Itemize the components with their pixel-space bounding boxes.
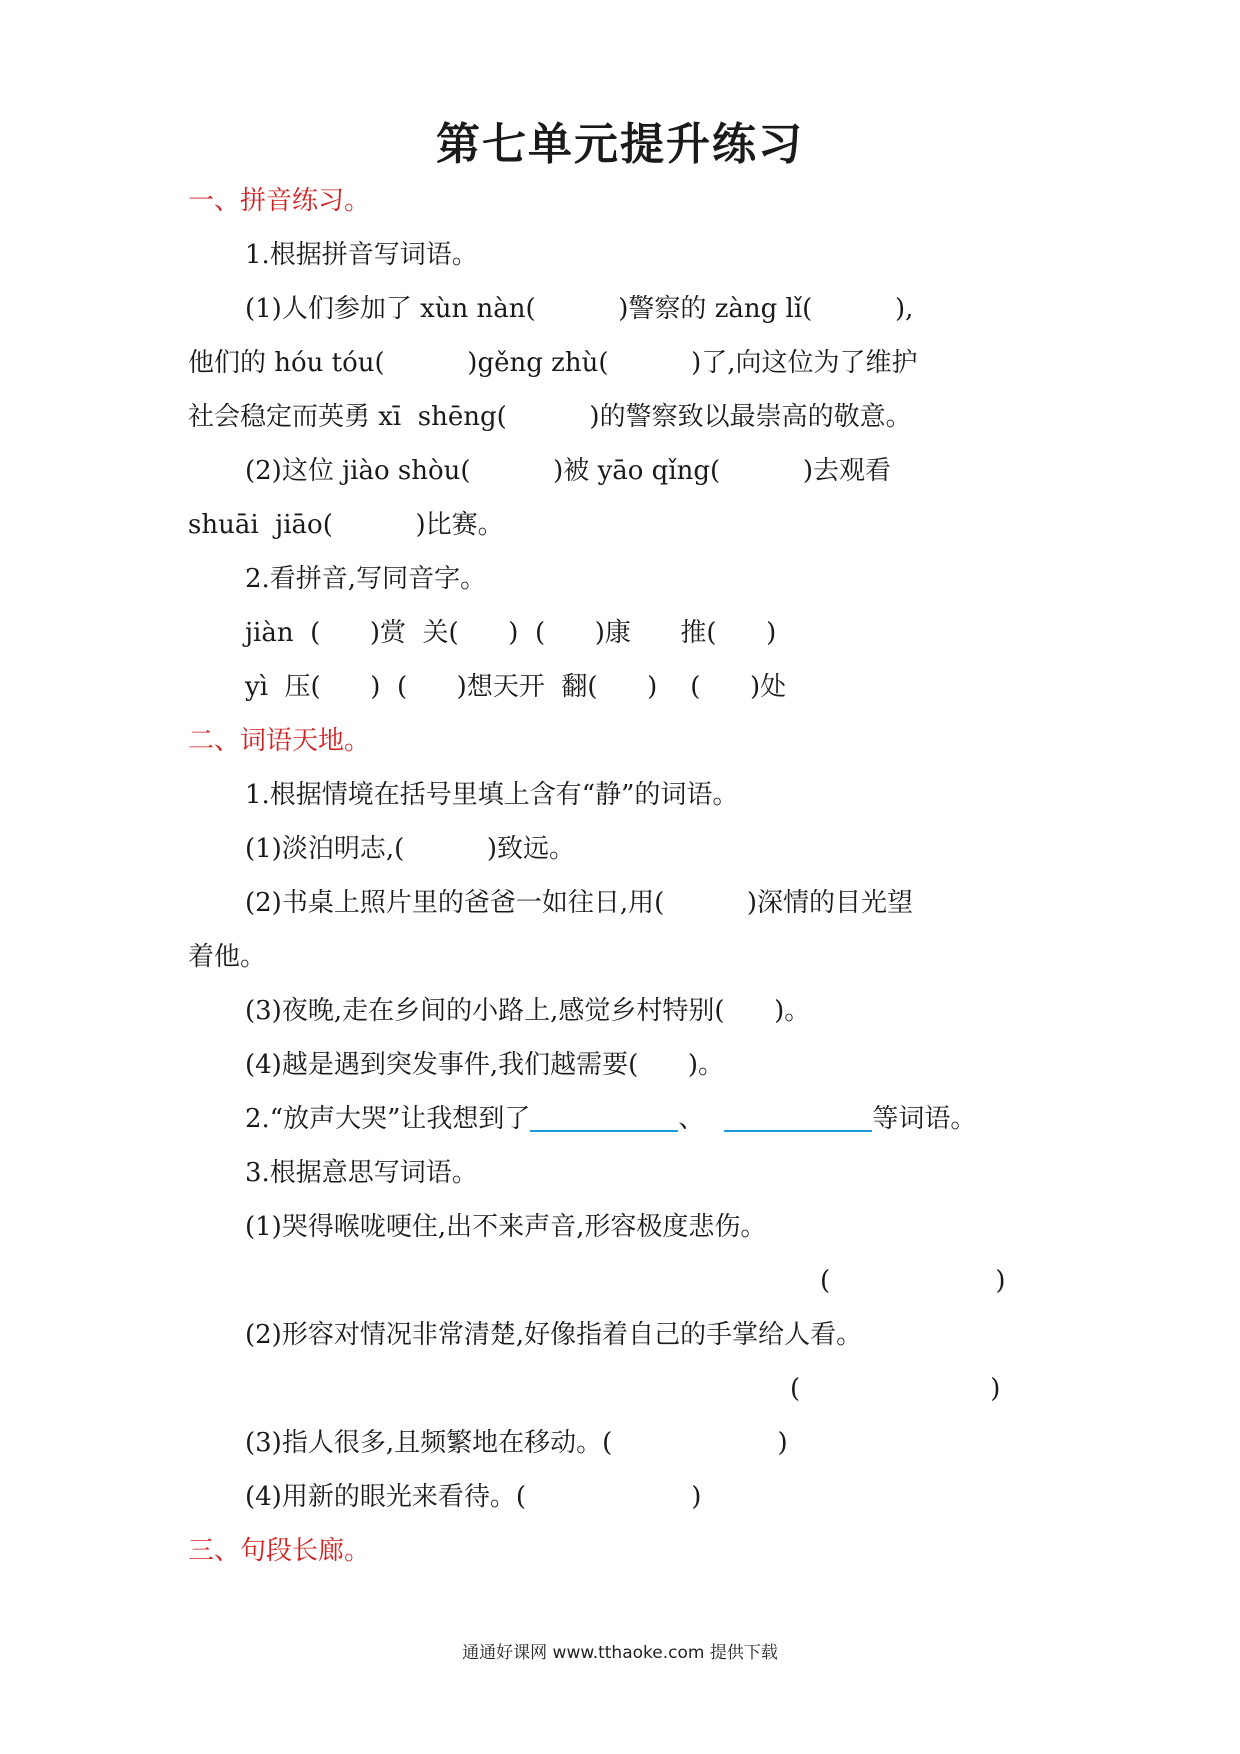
answer-blank-2[interactable] bbox=[724, 1106, 872, 1132]
homophone-row: yì 压( ) ( )想天开 翻( ) ( )处 bbox=[245, 672, 787, 702]
question-2-text: 2.“放声大哭”让我想到了 bbox=[245, 1104, 531, 1134]
question-line: 社会稳定而英勇 xī shēng( )的警察致以最崇高的敬意。 bbox=[188, 402, 912, 432]
answer-parentheses: ( ) bbox=[820, 1266, 1006, 1296]
question-2-instruction: 2.看拼音,写同音字。 bbox=[245, 564, 487, 594]
question-line: 他们的 hóu tóu( )gěng zhù( )了,向这位为了维护 bbox=[188, 348, 918, 378]
question-line: (3)夜晚,走在乡间的小路上,感觉乡村特别( )。 bbox=[245, 996, 811, 1026]
question-line: (2)形容对情况非常清楚,好像指着自己的手掌给人看。 bbox=[245, 1320, 863, 1350]
page-title: 第七单元提升练习 bbox=[436, 119, 804, 170]
question-line: (4)用新的眼光来看待。( ) bbox=[245, 1482, 702, 1512]
question-line: 着他。 bbox=[188, 942, 267, 972]
question-line: shuāi jiāo( )比赛。 bbox=[188, 510, 504, 540]
question-2-line bbox=[245, 1106, 976, 1132]
question-line: (1)哭得喉咙哽住,出不来声音,形容极度悲伤。 bbox=[245, 1212, 767, 1242]
question-3-instruction: 3.根据意思写词语。 bbox=[245, 1158, 478, 1188]
homophone-row: jiàn ( )赏 关( ) ( )康 推( ) bbox=[245, 618, 777, 648]
answer-blank-1[interactable] bbox=[530, 1106, 678, 1132]
question-line: (2)书桌上照片里的爸爸一如往日,用( )深情的目光望 bbox=[245, 888, 914, 918]
separator-text: 、 bbox=[678, 1104, 705, 1134]
footer-credit: 通通好课网 www.tthaoke.com 提供下载 bbox=[462, 1643, 778, 1663]
question-line: (2)这位 jiào shòu( )被 yāo qǐng( )去观看 bbox=[245, 456, 891, 486]
question-1-instruction: 1.根据拼音写词语。 bbox=[245, 240, 478, 270]
question-line: (1)淡泊明志,( )致远。 bbox=[245, 834, 576, 864]
question-1-instruction: 1.根据情境在括号里填上含有“静”的词语。 bbox=[245, 780, 739, 810]
question-line: (3)指人很多,且频繁地在移动。( ) bbox=[245, 1428, 788, 1458]
section-heading-pinyin: 一、拼音练习。 bbox=[188, 186, 371, 216]
question-line: (1)人们参加了 xùn nàn( )警察的 zàng lǐ( ), bbox=[245, 294, 914, 324]
section-heading-sentences: 三、句段长廊。 bbox=[188, 1536, 371, 1566]
question-line: (4)越是遇到突发事件,我们越需要( )。 bbox=[245, 1050, 724, 1080]
answer-parentheses: ( ) bbox=[790, 1374, 1001, 1404]
section-heading-words: 二、词语天地。 bbox=[188, 726, 371, 756]
question-2-suffix: 等词语。 bbox=[872, 1104, 977, 1134]
